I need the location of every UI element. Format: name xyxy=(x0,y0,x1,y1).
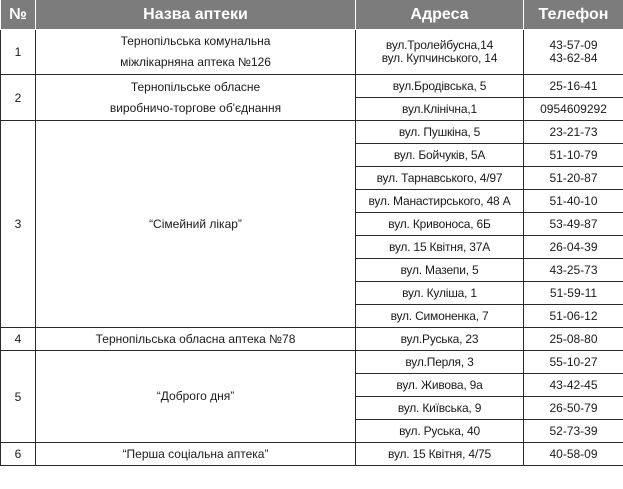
phone-cell: 26-50-79 xyxy=(524,397,623,420)
address-cell: вул. Живова, 9а xyxy=(356,374,524,397)
address-cell: вул.Руська, 23 xyxy=(356,328,524,351)
pharmacy-name: “Перша соціальна аптека” xyxy=(36,443,356,466)
address-cell: вул. Пушкіна, 5 xyxy=(356,121,524,144)
phone-cell: 43-25-73 xyxy=(524,259,623,282)
table-row xyxy=(1,30,623,75)
address-cell: вул.Клінічна,1 xyxy=(356,98,524,121)
address-cell: вул.Перля, 3 xyxy=(356,351,524,374)
table-row xyxy=(1,75,623,98)
phone-cell: 51-40-10 xyxy=(524,190,623,213)
address-cell: вул. Мазепи, 5 xyxy=(356,259,524,282)
pharmacy-name-line: міжлікарняна аптека №126 xyxy=(120,55,271,69)
pharmacy-name: “Сімейний лікар” xyxy=(36,121,356,328)
pharmacy-name-line: Тернопільське обласне xyxy=(130,79,261,94)
phone-cell: 53-49-87 xyxy=(524,213,623,236)
address-line: вул. Купчинського, 14 xyxy=(381,51,498,65)
phone-cell: 26-04-39 xyxy=(524,236,623,259)
row-number: 2 xyxy=(1,75,36,121)
header-address: Адреса xyxy=(356,0,524,30)
pharmacy-name: Тернопільська обласна аптека №78 xyxy=(36,328,356,351)
phone-cell: 52-73-39 xyxy=(524,420,623,443)
address-line: вул.Тролейбусна,14 xyxy=(385,38,494,52)
pharmacy-name: “Доброго дня” xyxy=(36,351,356,443)
address-cell: вул. Манастирського, 48 А xyxy=(356,190,524,213)
phone-cell: 51-06-12 xyxy=(524,305,623,328)
row-number: 1 xyxy=(1,30,36,75)
header-number: № xyxy=(1,0,36,30)
phone-line: 43-57-09 xyxy=(549,38,598,52)
row-number: 3 xyxy=(1,121,36,328)
pharmacy-name-line: виробничо-торгове об'єднання xyxy=(109,100,282,115)
phone-cell: 23-21-73 xyxy=(524,121,623,144)
address-cell: вул. Бойчуків, 5А xyxy=(356,144,524,167)
row-number: 6 xyxy=(1,443,36,466)
table-row xyxy=(1,121,623,144)
row-number: 4 xyxy=(1,328,36,351)
row-number: 5 xyxy=(1,351,36,443)
address-cell: вул. Симоненка, 7 xyxy=(356,305,524,328)
address-cell: вул. 15 Квітня, 37А xyxy=(356,236,524,259)
address-cell xyxy=(356,30,524,75)
phone-cell: 51-10-79 xyxy=(524,144,623,167)
table-header-row xyxy=(1,0,623,30)
phone-line: 43-62-84 xyxy=(549,51,598,65)
address-cell: вул. Кривоноса, 6Б xyxy=(356,213,524,236)
address-cell: вул. Київська, 9 xyxy=(356,397,524,420)
phone-cell: 40-58-09 xyxy=(524,443,623,466)
phone-cell: 25-16-41 xyxy=(524,75,623,98)
phone-cell: 51-59-11 xyxy=(524,282,623,305)
phone-cell: 51-20-87 xyxy=(524,167,623,190)
phone-cell: 0954609292 xyxy=(524,98,623,121)
address-cell: вул. Руська, 40 xyxy=(356,420,524,443)
pharmacy-name xyxy=(36,30,356,75)
address-cell: вул. Тарнавського, 4/97 xyxy=(356,167,524,190)
pharmacy-name xyxy=(36,75,356,121)
address-cell: вул. Куліша, 1 xyxy=(356,282,524,305)
pharmacy-name-line: Тернопільська комунальна xyxy=(120,34,271,48)
address-cell: вул.Бродівська, 5 xyxy=(356,75,524,98)
header-pharmacy-name: Назва аптеки xyxy=(36,0,356,30)
phone-cell xyxy=(524,30,623,75)
phone-cell: 43-42-45 xyxy=(524,374,623,397)
phone-cell: 55-10-27 xyxy=(524,351,623,374)
table-row xyxy=(1,351,623,374)
header-phone: Телефон xyxy=(524,0,623,30)
address-cell: вул. 15 Квітня, 4/75 xyxy=(356,443,524,466)
phone-cell: 25-08-80 xyxy=(524,328,623,351)
table-row xyxy=(1,443,623,466)
table-row xyxy=(1,328,623,351)
